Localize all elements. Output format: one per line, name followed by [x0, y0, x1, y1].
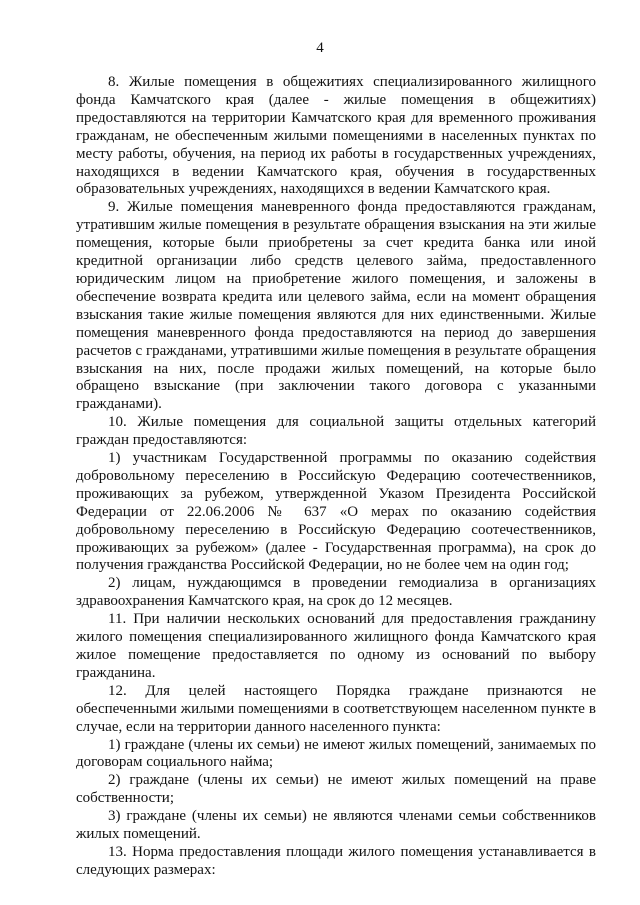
paragraph-10-item-1-compatriots: 1) участникам Государственной программы по оказанию содействия добровольному переселению в Российскую Федерацию соотечественников, проживающих за рубежом, утвержденной Указом Президента Российской Федерации от 22.06.2006 № 637 «О мерах по оказанию содействия добровольному переселению в Российскую Федерацию соотечественников, проживающих за рубежом» (далее - Государственная программа), на срок до получения гражданства Российской Федерации, но не более чем на один год;	[76, 450, 596, 574]
paragraph-9-maneuver-fund: 9. Жилые помещения маневренного фонда предоставляются гражданам, утратившим жилые помещения в результате обращения взыскания на эти жилые помещения, которые были приобретены за счет кредита банка или иной кредитной организации либо средств целевого займа, предоставленного юридическим лицом на приобретение жилого помещения, и заложены в обеспечение возврата кредита или целевого займа, если на момент обращения взыскания такие жилые помещения являются для них единственными. Жилые помещения маневренного фонда предоставляются на период до завершения расчетов с гражданами, утратившими жилые помещения в результате обращения взыскания на них, после продажи жилых помещений, на которые было обращено взыскание (при заключении такого договора с указанными гражданами).	[76, 199, 596, 413]
paragraph-13-area-norm: 13. Норма предоставления площади жилого помещения устанавливается в следующих размерах:	[76, 843, 596, 878]
paragraph-12-not-provided-housing: 12. Для целей настоящего Порядка граждане признаются не обеспеченными жилыми помещениями в соответствующем населенном пункте в случае, если на территории данного населенного пункта:	[76, 682, 596, 735]
paragraph-10-social-protection: 10. Жилые помещения для социальной защиты отдельных категорий граждан предоставляются:	[76, 414, 596, 449]
paragraph-11-multiple-grounds: 11. При наличии нескольких оснований для предоставления гражданину жилого помещения специализированного жилищного фонда Камчатского края жилое помещение предоставляется по одному из оснований по выбору гражданина.	[76, 611, 596, 681]
paragraph-12-item-1: 1) граждане (члены их семьи) не имеют жилых помещений, занимаемых по договорам социального найма;	[76, 736, 596, 771]
page-number: 4	[316, 40, 324, 56]
paragraph-10-item-2-hemodialysis: 2) лицам, нуждающимся в проведении гемодиализа в организациях здравоохранения Камчатского края, на срок до 12 месяцев.	[76, 575, 596, 610]
paragraph-8-dormitory-housing: 8. Жилые помещения в общежитиях специализированного жилищного фонда Камчатского края (далее - жилые помещения в общежитиях) предоставляются на территории Камчатского края для временного проживания гражданам, не обеспеченным жилыми помещениями в населенных пунктах по месту работы, обучения, на период их работы в государственных учреждениях, находящихся в ведении Камчатского края, обучения в государственных образовательных учреждениях, находящихся в ведении Камчатского края.	[76, 74, 596, 198]
paragraph-12-item-2: 2) граждане (члены их семьи) не имеют жилых помещений на праве собственности;	[76, 772, 596, 807]
document-body	[76, 74, 596, 880]
paragraph-12-item-3: 3) граждане (члены их семьи) не являются членами семьи собственников жилых помещений.	[76, 808, 596, 843]
